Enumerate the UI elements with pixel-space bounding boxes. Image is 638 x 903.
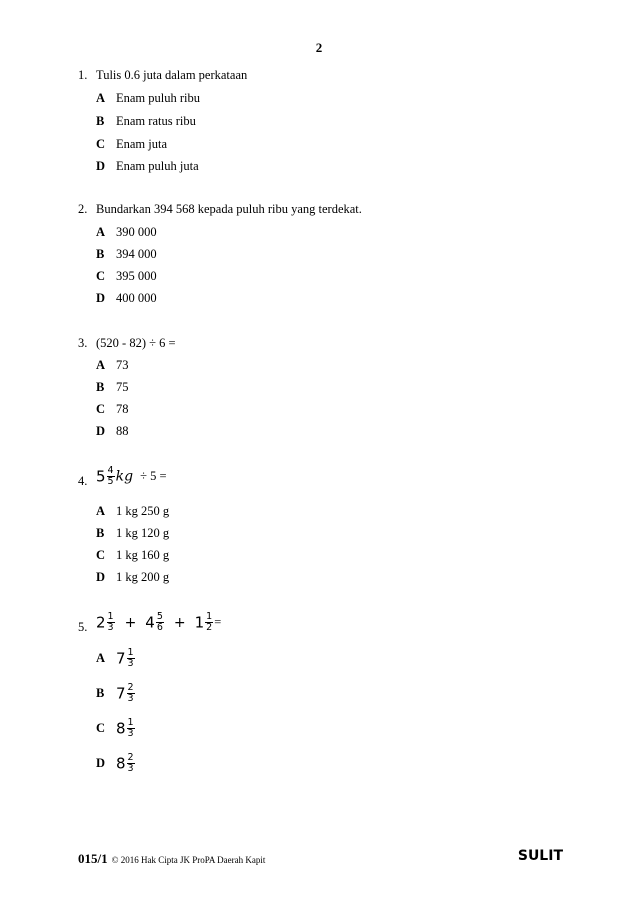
fraction [107,612,115,633]
option-text: 1 kg 120 g [116,526,170,540]
fraction-denominator: 2 [206,622,213,633]
option-text: 394 000 [116,247,157,261]
option-text: 1 kg 250 g [116,504,170,518]
option-text: 1 kg 160 g [116,548,170,562]
option-3a [96,358,129,373]
fraction [127,718,135,739]
option-letter: C [96,721,106,735]
fraction-denominator: 5 [107,476,114,487]
plus-sign: + [124,614,137,631]
mixed-number-whole: 5 [96,467,106,486]
fraction-numerator: 2 [127,752,134,763]
option-text: Enam puluh juta [116,159,199,173]
option-letter: B [96,380,105,394]
option-1b [96,114,196,129]
option-text: Enam ratus ribu [116,114,196,128]
option-letter: C [96,269,106,283]
page-number: 2 [315,40,323,55]
option-5d [96,753,136,774]
question-number: 4. [78,474,88,488]
option-3c [96,402,129,417]
fraction [127,648,135,669]
option-letter: B [96,114,105,128]
fraction-denominator: 3 [127,658,134,669]
fraction-numerator: 1 [107,611,114,622]
stem-rest: ÷ 5 = [140,469,167,483]
option-text: 88 [116,424,129,438]
option-letter: B [96,686,105,700]
mixed-number-whole: 1 [194,613,205,632]
option-letter: D [96,291,106,305]
option-letter: C [96,548,106,562]
question-stem: Bundarkan 394 568 kepada puluh ribu yang terdekat. [96,202,362,216]
option-5c [96,718,136,739]
option-4b [96,526,169,541]
mixed-number-whole: 8 [116,719,126,738]
fraction-denominator: 3 [127,763,134,774]
option-1c [96,137,167,152]
option-letter: D [96,756,106,770]
option-4c [96,548,169,563]
option-3d [96,424,129,439]
fraction-numerator: 2 [127,682,134,693]
option-2b [96,247,157,262]
option-4d [96,570,169,585]
fraction [127,683,135,704]
fraction [205,612,213,633]
option-3b [96,380,129,395]
fraction-denominator: 3 [107,622,114,633]
unit-label: kg [115,468,134,485]
option-letter: D [96,159,106,173]
option-2d [96,291,157,306]
option-text: 1 kg 200 g [116,570,170,584]
option-text: Enam juta [116,137,168,151]
option-4a [96,504,169,519]
footer [78,850,265,868]
mixed-number-whole: 8 [116,754,126,773]
question-number: 1. [78,68,88,82]
fraction-numerator: 1 [127,717,134,728]
question-number: 5. [78,620,88,634]
option-letter: A [96,504,106,518]
classification-label: SULIT [517,848,563,864]
mixed-number-whole: 2 [96,613,106,632]
fraction-denominator: 6 [156,622,163,633]
fraction [107,466,115,487]
option-letter: D [96,570,106,584]
option-letter: C [96,402,106,416]
option-letter: A [96,91,106,105]
mixed-number-whole: 7 [116,649,126,668]
fraction-numerator: 1 [127,647,134,658]
fraction-denominator: 3 [127,728,134,739]
fraction [156,612,164,633]
option-letter: B [96,247,105,261]
mixed-number-whole: 4 [145,613,155,632]
fraction-numerator: 5 [156,611,163,622]
question-number: 3. [78,336,88,350]
option-letter: D [96,424,106,438]
option-text: 73 [116,358,129,372]
option-5a [96,648,136,669]
option-1a [96,91,200,106]
option-1d [96,159,199,174]
option-text: 400 000 [116,291,157,305]
option-text: 395 000 [116,269,157,283]
fraction [127,753,135,774]
fraction-numerator: 4 [107,465,114,476]
mixed-number-whole: 7 [116,684,126,703]
question-stem: (520 - 82) ÷ 6 = [96,336,176,350]
option-text: 75 [116,380,129,394]
paper-code: 015/1 [78,851,108,866]
option-text: 78 [116,402,129,416]
option-letter: C [96,137,106,151]
question-stem [96,612,221,633]
question-number: 2. [78,202,88,216]
question-stem: Tulis 0.6 juta dalam perkataan [96,68,248,82]
option-letter: A [96,651,106,665]
option-2c [96,269,157,284]
option-text: Enam puluh ribu [116,91,201,105]
option-2a [96,225,157,240]
question-stem [96,466,167,487]
option-letter: B [96,526,105,540]
fraction-denominator: 3 [127,693,134,704]
equals-sign: = [214,615,222,629]
plus-sign: + [173,614,186,631]
option-letter: A [96,358,106,372]
option-letter: A [96,225,106,239]
copyright-notice: © 2016 Hak Cipta JK ProPA Daerah Kapit [111,855,266,865]
fraction-numerator: 1 [206,611,213,622]
option-5b [96,683,136,704]
option-text: 390 000 [116,225,157,239]
